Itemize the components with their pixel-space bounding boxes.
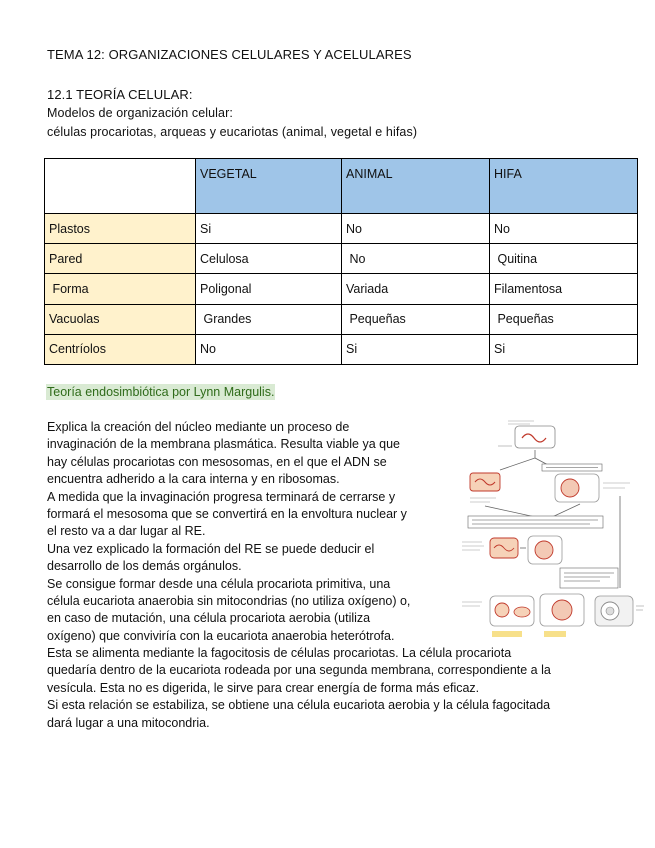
subtitle-models: Modelos de organización celular: — [47, 106, 233, 120]
table-row — [45, 274, 638, 304]
paragraph-line: Explica la creación del núcleo mediante un proceso de — [47, 420, 350, 434]
paragraph-line: en caso de mutación, una célula procariota aerobia (utiliza — [47, 611, 371, 626]
paragraph-line: célula eucariota anaerobia sin mitocondrias (no utiliza oxígeno) o, — [47, 593, 411, 608]
table-cell: No — [196, 334, 342, 364]
table-cell: Celulosa — [196, 244, 342, 274]
subtitle-cell-types: células procariotas, arqueas y eucariotas (animal, vegetal e hifas) — [47, 125, 418, 139]
table-row — [45, 244, 638, 274]
table-cell: Pequeñas — [342, 304, 490, 334]
paragraph-line: hay células procariotas con mesosomas, en el que el ADN se — [47, 454, 387, 469]
header-cell-vegetal: VEGETAL — [196, 159, 342, 214]
paragraph-line: desarrollo de los demás orgánulos. — [47, 559, 242, 574]
paragraph-line: Se consigue formar desde una célula procariota primitiva, una — [47, 576, 391, 591]
paragraph-line: dará lugar a una mitocondria. — [47, 715, 210, 730]
paragraph-line: oxígeno) que conviviría con la eucariota anaerobia heterótrofa. — [47, 628, 395, 643]
header-cell-animal: ANIMAL — [342, 159, 490, 214]
page-title: TEMA 12: ORGANIZACIONES CELULARES Y ACELULARES — [47, 47, 412, 62]
table-cell: Filamentosa — [490, 274, 638, 304]
table-row — [45, 334, 638, 364]
row-label: Forma — [45, 274, 196, 304]
table-row — [45, 214, 638, 244]
table-row — [45, 304, 638, 334]
table-cell: Grandes — [196, 304, 342, 334]
paragraph-line: Esta se alimenta mediante la fagocitosis de células procariotas. La célula procariota — [47, 646, 512, 661]
table-cell: No — [490, 214, 638, 244]
endosymbiosis-diagram-icon — [460, 418, 645, 643]
header-cell-hifa: HIFA — [490, 159, 638, 214]
table-cell: Si — [490, 334, 638, 364]
header-cell-empty — [45, 159, 196, 214]
row-label: Centríolos — [45, 334, 196, 364]
row-label: Pared — [45, 244, 196, 274]
table-cell: No — [342, 214, 490, 244]
table-cell: No — [342, 244, 490, 274]
paragraph-line: el resto va a dar lugar al RE. — [47, 524, 206, 539]
table-cell: Si — [342, 334, 490, 364]
table-cell: Poligonal — [196, 274, 342, 304]
section-heading: 12.1 TEORÍA CELULAR: — [47, 87, 193, 102]
paragraph-line: Una vez explicado la formación del RE se puede deducir el — [47, 541, 375, 556]
table-cell: Pequeñas — [490, 304, 638, 334]
table-cell: Variada — [342, 274, 490, 304]
paragraph-line: quedaría dentro de la eucariota rodeada por una segunda membrana, correspondiente a la — [47, 663, 551, 678]
table-header-row — [45, 159, 638, 214]
row-label: Plastos — [45, 214, 196, 244]
highlighted-heading: Teoría endosimbiótica por Lynn Margulis. — [47, 385, 275, 399]
paragraph-line: A medida que la invaginación progresa terminará de cerrarse y — [47, 489, 396, 504]
paragraph-line: Si esta relación se estabiliza, se obtiene una célula eucariota aerobia y la célula fagocitada — [47, 698, 551, 713]
paragraph-line: vesícula. Esta no es digerida, le sirve para crear energía de forma más eficaz. — [47, 680, 480, 695]
row-label: Vacuolas — [45, 304, 196, 334]
table-cell: Si — [196, 214, 342, 244]
paragraph-line: encuentra adherido a la cara interna y en ribosomas. — [47, 472, 340, 487]
paragraph-line: invaginación de la membrana plasmática. Resulta viable ya que — [47, 437, 400, 452]
cell-comparison-table — [44, 158, 638, 365]
paragraph-line: formará el mesosoma que se convertirá en la envoltura nuclear y — [47, 506, 407, 521]
table-cell: Quitina — [490, 244, 638, 274]
